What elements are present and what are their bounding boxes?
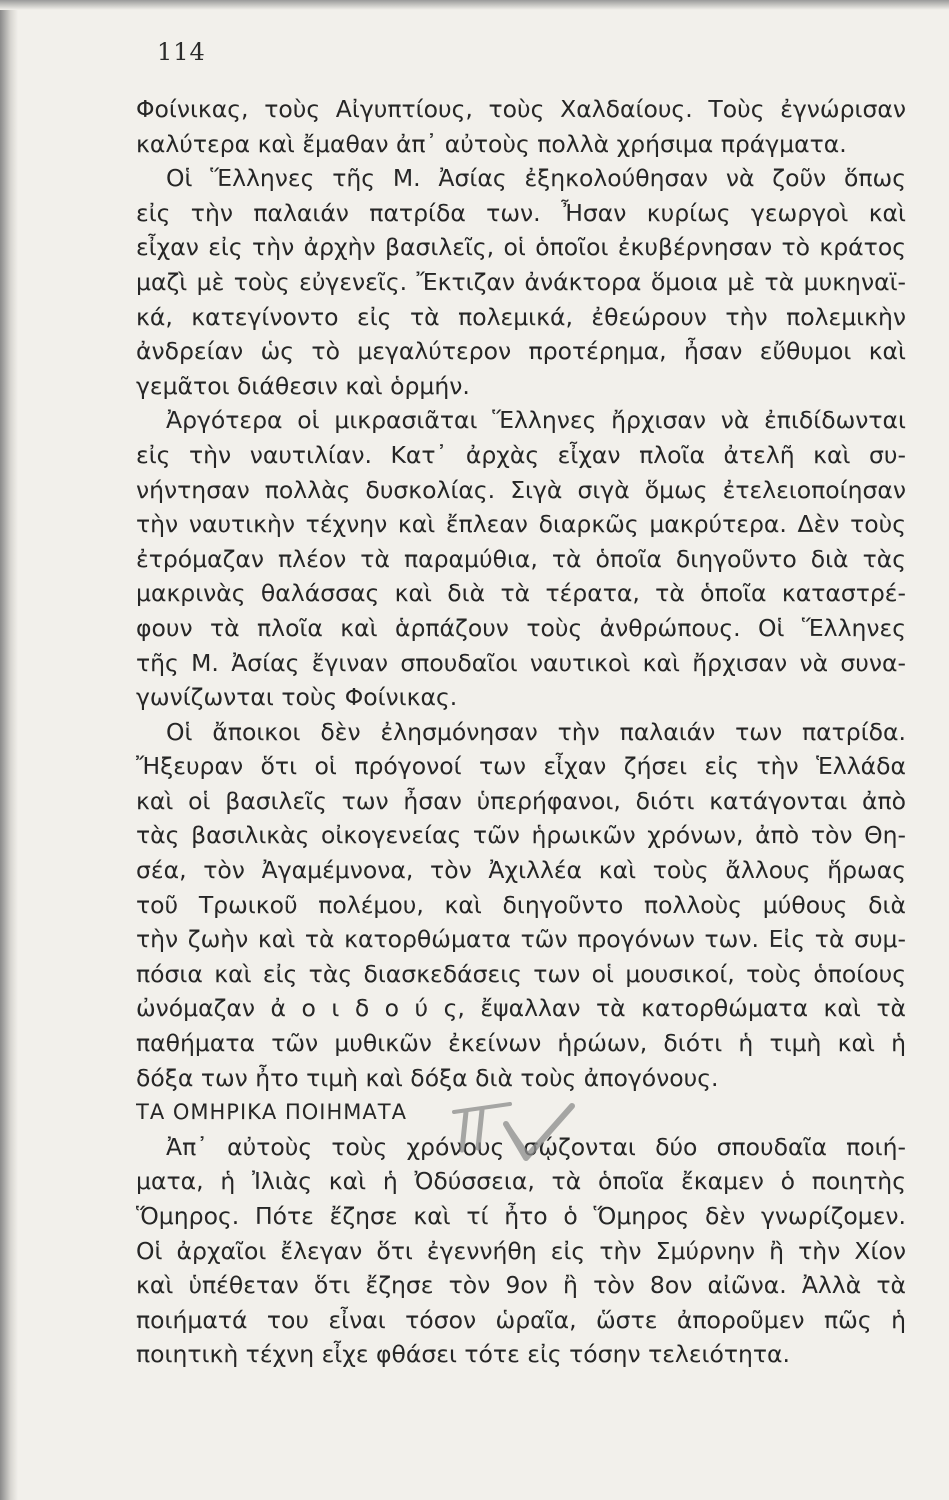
page-number: 114 — [157, 38, 206, 66]
text-line: σέα, τὸν Ἀγαμέμνονα, τὸν Ἀχιλλέα καὶ τοὺς ἄλλους ἥρωας — [136, 856, 906, 885]
text-line: Ἤξευραν ὅτι οἱ πρόγονοί των εἶχαν ζήσει εἰς τὴν Ἑλλάδα — [136, 752, 906, 781]
text-line: ἀνδρείαν ὡς τὸ μεγαλύτερον προτέρημα, ἦσαν εὔθυμοι καὶ — [136, 337, 906, 366]
text-line: κά, κατεγίνοντο εἰς τὰ πολεμικά, ἐθεώρουν τὴν πολεμικὴν — [136, 302, 906, 331]
text-line: τὰς βασιλικὰς οἰκογενείας τῶν ἡρωικῶν χρόνων, ἀπὸ τὸν Θη- — [136, 821, 906, 850]
text-line: Φοίνικας, τοὺς Αἰγυπτίους, τοὺς Χαλδαίους. Τοὺς ἐγνώρισαν — [136, 95, 906, 123]
text-line: μακρινὰς θαλάσσας καὶ διὰ τὰ τέρατα, τὰ ὁποῖα καταστρέ- — [136, 579, 906, 608]
text-line: γεμᾶτοι διάθεσιν καὶ ὁρμήν. — [136, 371, 470, 400]
text-line: φουν τὰ πλοῖα καὶ ἁρπάζουν τοὺς ἀνθρώπους. Οἱ Ἕλληνες — [136, 613, 906, 642]
text-line: Ἀργότερα οἱ μικρασιᾶται Ἕλληνες ἤρχισαν νὰ ἐπιδίδωνται — [166, 406, 906, 435]
text-line: ματα, ἡ Ἰλιὰς καὶ ἡ Ὀδύσσεια, τὰ ὁποῖα ἔκαμεν ὁ ποιητὴς — [136, 1167, 906, 1196]
text-line: εἰς τὴν παλαιάν πατρίδα των. Ἦσαν κυρίως γεωργοὶ καὶ — [136, 198, 906, 227]
text-line: τὴν ζωὴν καὶ τὰ κατορθώματα τῶν προγόνων των. Εἰς τὰ συμ- — [136, 925, 906, 954]
text-line: Ὅμηρος. Πότε ἔζησε καὶ τί ἦτο ὁ Ὅμηρος δὲν γνωρίζομεν. — [136, 1202, 906, 1230]
text-line: ὠνόμαζαν ἀ ο ι δ ο ύ ς, ἔψαλλαν τὰ κατορθώματα καὶ τὰ — [136, 994, 906, 1023]
text-line: ποιήματά του εἶναι τόσον ὡραῖα, ὥστε ἀποροῦμεν πῶς ἡ — [136, 1305, 906, 1334]
text-line: ἐτρόμαζαν πλέον τὰ παραμύθια, τὰ ὁποῖα διηγοῦντο διὰ τὰς — [136, 544, 906, 573]
text-line: καὶ ὑπέθεταν ὅτι ἔζησε τὸν 9ον ἢ τὸν 8ον αἰῶνα. Ἀλλὰ τὰ — [136, 1271, 906, 1300]
text-line: εἶχαν εἰς τὴν ἀρχὴν βασιλεῖς, οἱ ὁποῖοι ἐκυβέρνησαν τὸ κράτος — [136, 233, 906, 262]
text-line: καλύτερα καὶ ἔμαθαν ἀπ᾽ αὐτοὺς πολλὰ χρήσιμα πράγματα. — [136, 129, 847, 158]
text-line: Ἀπ᾽ αὐτοὺς τοὺς χρόνους σῴζονται δύο σπουδαῖα ποιή- — [166, 1132, 906, 1161]
text-line: τὴν ναυτικὴν τέχνην καὶ ἔπλεαν διαρκῶς μακρύτερα. Δὲν τοὺς — [136, 510, 906, 539]
body-text — [136, 92, 906, 1372]
text-line: ποιητικὴ τέχνη εἶχε φθάσει τότε εἰς τόσην τελειότητα. — [136, 1340, 791, 1369]
page-binding-edge — [0, 0, 18, 1500]
section-heading: ΤΑ ΟΜΗΡΙΚΑ ΠΟΙΗΜΑΤΑ — [136, 1100, 407, 1125]
text-line: Οἱ ἄποικοι δὲν ἐλησμόνησαν τὴν παλαιάν των πατρίδα. — [166, 717, 906, 746]
text-line: νήντησαν πολλὰς δυσκολίας. Σιγὰ σιγὰ ὅμως ἐτελειοποίησαν — [136, 475, 906, 504]
page-top-shadow — [0, 0, 949, 10]
text-line: τῆς Μ. Ἀσίας ἔγιναν σπουδαῖοι ναυτικοὶ καὶ ἤρχισαν νὰ συνα- — [136, 648, 906, 677]
text-line: Οἱ Ἕλληνες τῆς Μ. Ἀσίας ἐξηκολούθησαν νὰ ζοῦν ὅπως — [166, 164, 906, 193]
text-line: δόξα των ἦτο τιμὴ καὶ δόξα διὰ τοὺς ἀπογόνους. — [136, 1063, 719, 1092]
text-line: Οἱ ἀρχαῖοι ἔλεγαν ὅτι ἐγεννήθη εἰς τὴν Σμύρνην ἢ τὴν Χίον — [136, 1236, 906, 1265]
text-line: παθήματα τῶν μυθικῶν ἐκείνων ἡρώων, διότι ἡ τιμὴ καὶ ἡ — [136, 1029, 906, 1058]
text-line: πόσια καὶ εἰς τὰς διασκεδάσεις των οἱ μουσικοί, τοὺς ὁποίους — [136, 959, 906, 988]
pencil-checkmark-annotation — [448, 1098, 578, 1168]
text-line: καὶ οἱ βασιλεῖς των ἦσαν ὑπερήφανοι, διότι κατάγονται ἀπὸ — [136, 786, 906, 815]
text-line: γωνίζωνται τοὺς Φοίνικας. — [136, 683, 458, 712]
text-line: μαζὶ μὲ τοὺς εὐγενεῖς. Ἔκτιζαν ἀνάκτορα ὅμοια μὲ τὰ μυκηναϊ- — [136, 267, 906, 296]
text-line: εἰς τὴν ναυτιλίαν. Κατ᾽ ἀρχὰς εἶχαν πλοῖα ἀτελῆ καὶ συ- — [136, 440, 906, 469]
text-line: τοῦ Τρωικοῦ πολέμου, καὶ διηγοῦντο πολλοὺς μύθους διὰ — [136, 890, 906, 919]
